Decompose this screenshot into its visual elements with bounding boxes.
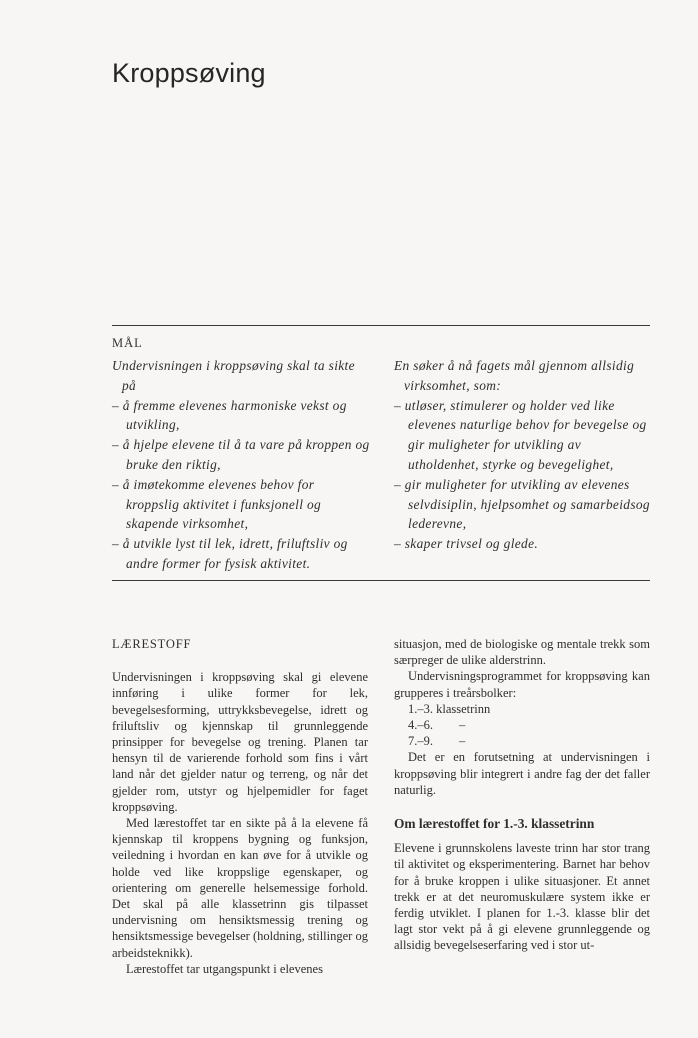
goal-item: – utløser, stimulerer og holder ved like elevenes naturlige behov for bevegelse og gir muligheter for utvikling av utholdenhet, styrke og bevegelighet, xyxy=(394,396,652,475)
top-divider xyxy=(112,325,650,326)
goal-item: – å fremme elevenes harmoniske vekst og utvikling, xyxy=(112,396,370,436)
subheading: Om lærestoffet for 1.-3. klassetrinn xyxy=(394,816,595,832)
section-heading: LÆRESTOFF xyxy=(112,637,192,651)
grade-block-list xyxy=(394,701,650,750)
content-left-column xyxy=(112,636,368,977)
grade-block-item xyxy=(394,717,650,733)
ditto-dash: – xyxy=(459,718,466,733)
paragraph: Det er en forutsetning at undervisningen i kroppsøving blir integrert i andre fag der det faller naturlig. xyxy=(394,750,650,797)
bottom-divider xyxy=(112,580,650,581)
goals-left-lead: Undervisningen i kroppsøving skal ta sikte på xyxy=(112,358,355,393)
goals-left-column xyxy=(112,356,370,574)
paragraph: Med lærestoffet tar en sikte på å la elevene få kjennskap til kroppens bygning og funksjon, veiledning i hvordan en kan øve for å utvikle og holde ved like kroppslige egenskaper, og orientering om generelle helsemessige forhold. Det skal på alle klassetrinn gis tilpasset undervisning om hensiktsmessig trening og hensiktsmessige bevegelser (holdning, stillinger og arbeidsteknikk). xyxy=(112,816,368,960)
grade-block-label: 7.–9. xyxy=(408,734,433,749)
goals-right-list xyxy=(394,396,652,554)
goal-item: – å imøtekomme elevenes behov for kroppslig aktivitet i funksjonell og skapende virksomhet, xyxy=(112,475,370,534)
grade-block-label: 1.–3. klassetrinn xyxy=(408,701,491,716)
goal-item: – å hjelpe elevene til å ta vare på kroppen og bruke den riktig, xyxy=(112,435,370,475)
paragraph: Undervisningen i kroppsøving skal gi elevene innføring i ulike former for lek, bevegelsesforming, uttrykksbevegelse, idrett og friluftsliv og kjennskap til grunnleggende prinsipper for bevegelse og trening. Planen tar hensyn til de varierende forhold som fins i vårt land når det gjelder natur og terreng, og når det gjelder rom, utstyr og hjelpemidler for faget kroppsøving. xyxy=(112,670,368,814)
goals-heading: MÅL xyxy=(112,336,143,350)
grade-block-item xyxy=(394,733,650,749)
goals-right-lead: En søker å nå fagets mål gjennom allsidig virksomhet, som: xyxy=(394,358,635,393)
content-right-column xyxy=(394,636,650,954)
grade-block-item xyxy=(394,701,650,717)
grade-block-label: 4.–6. xyxy=(408,718,433,733)
paragraph: situasjon, med de biologiske og mentale trekk som særpreger de ulike alderstrinn. xyxy=(394,637,650,668)
goals-right-column xyxy=(394,356,652,554)
goal-item: – skaper trivsel og glede. xyxy=(394,534,652,554)
goal-item: – gir muligheter for utvikling av elevenes selvdisiplin, hjelpsomhet og samarbeidsog lederevne, xyxy=(394,475,652,534)
ditto-dash: – xyxy=(459,734,466,749)
goal-item: – å utvikle lyst til lek, idrett, friluftsliv og andre former for fysisk aktivitet. xyxy=(112,534,370,574)
paragraph: Lærestoffet tar utgangspunkt i elevenes xyxy=(126,961,323,976)
paragraph: Elevene i grunnskolens laveste trinn har stor trang til aktivitet og eksperimentering. Barnet har behov for å bruke kroppen i ulike situasjoner. Et annet trekk er at det neuromuskulære system ikke er ferdig utviklet. I planen for 1.-3. klasse blir det lagt stor vekt på å gi elevene grunnleggende og allsidig bevegelseserfaring ved i stor ut- xyxy=(394,841,650,953)
page-title: Kroppsøving xyxy=(112,58,266,88)
goals-left-list xyxy=(112,396,370,574)
paragraph: Undervisningsprogrammet for kroppsøving kan grupperes i treårsbolker: xyxy=(394,669,650,700)
